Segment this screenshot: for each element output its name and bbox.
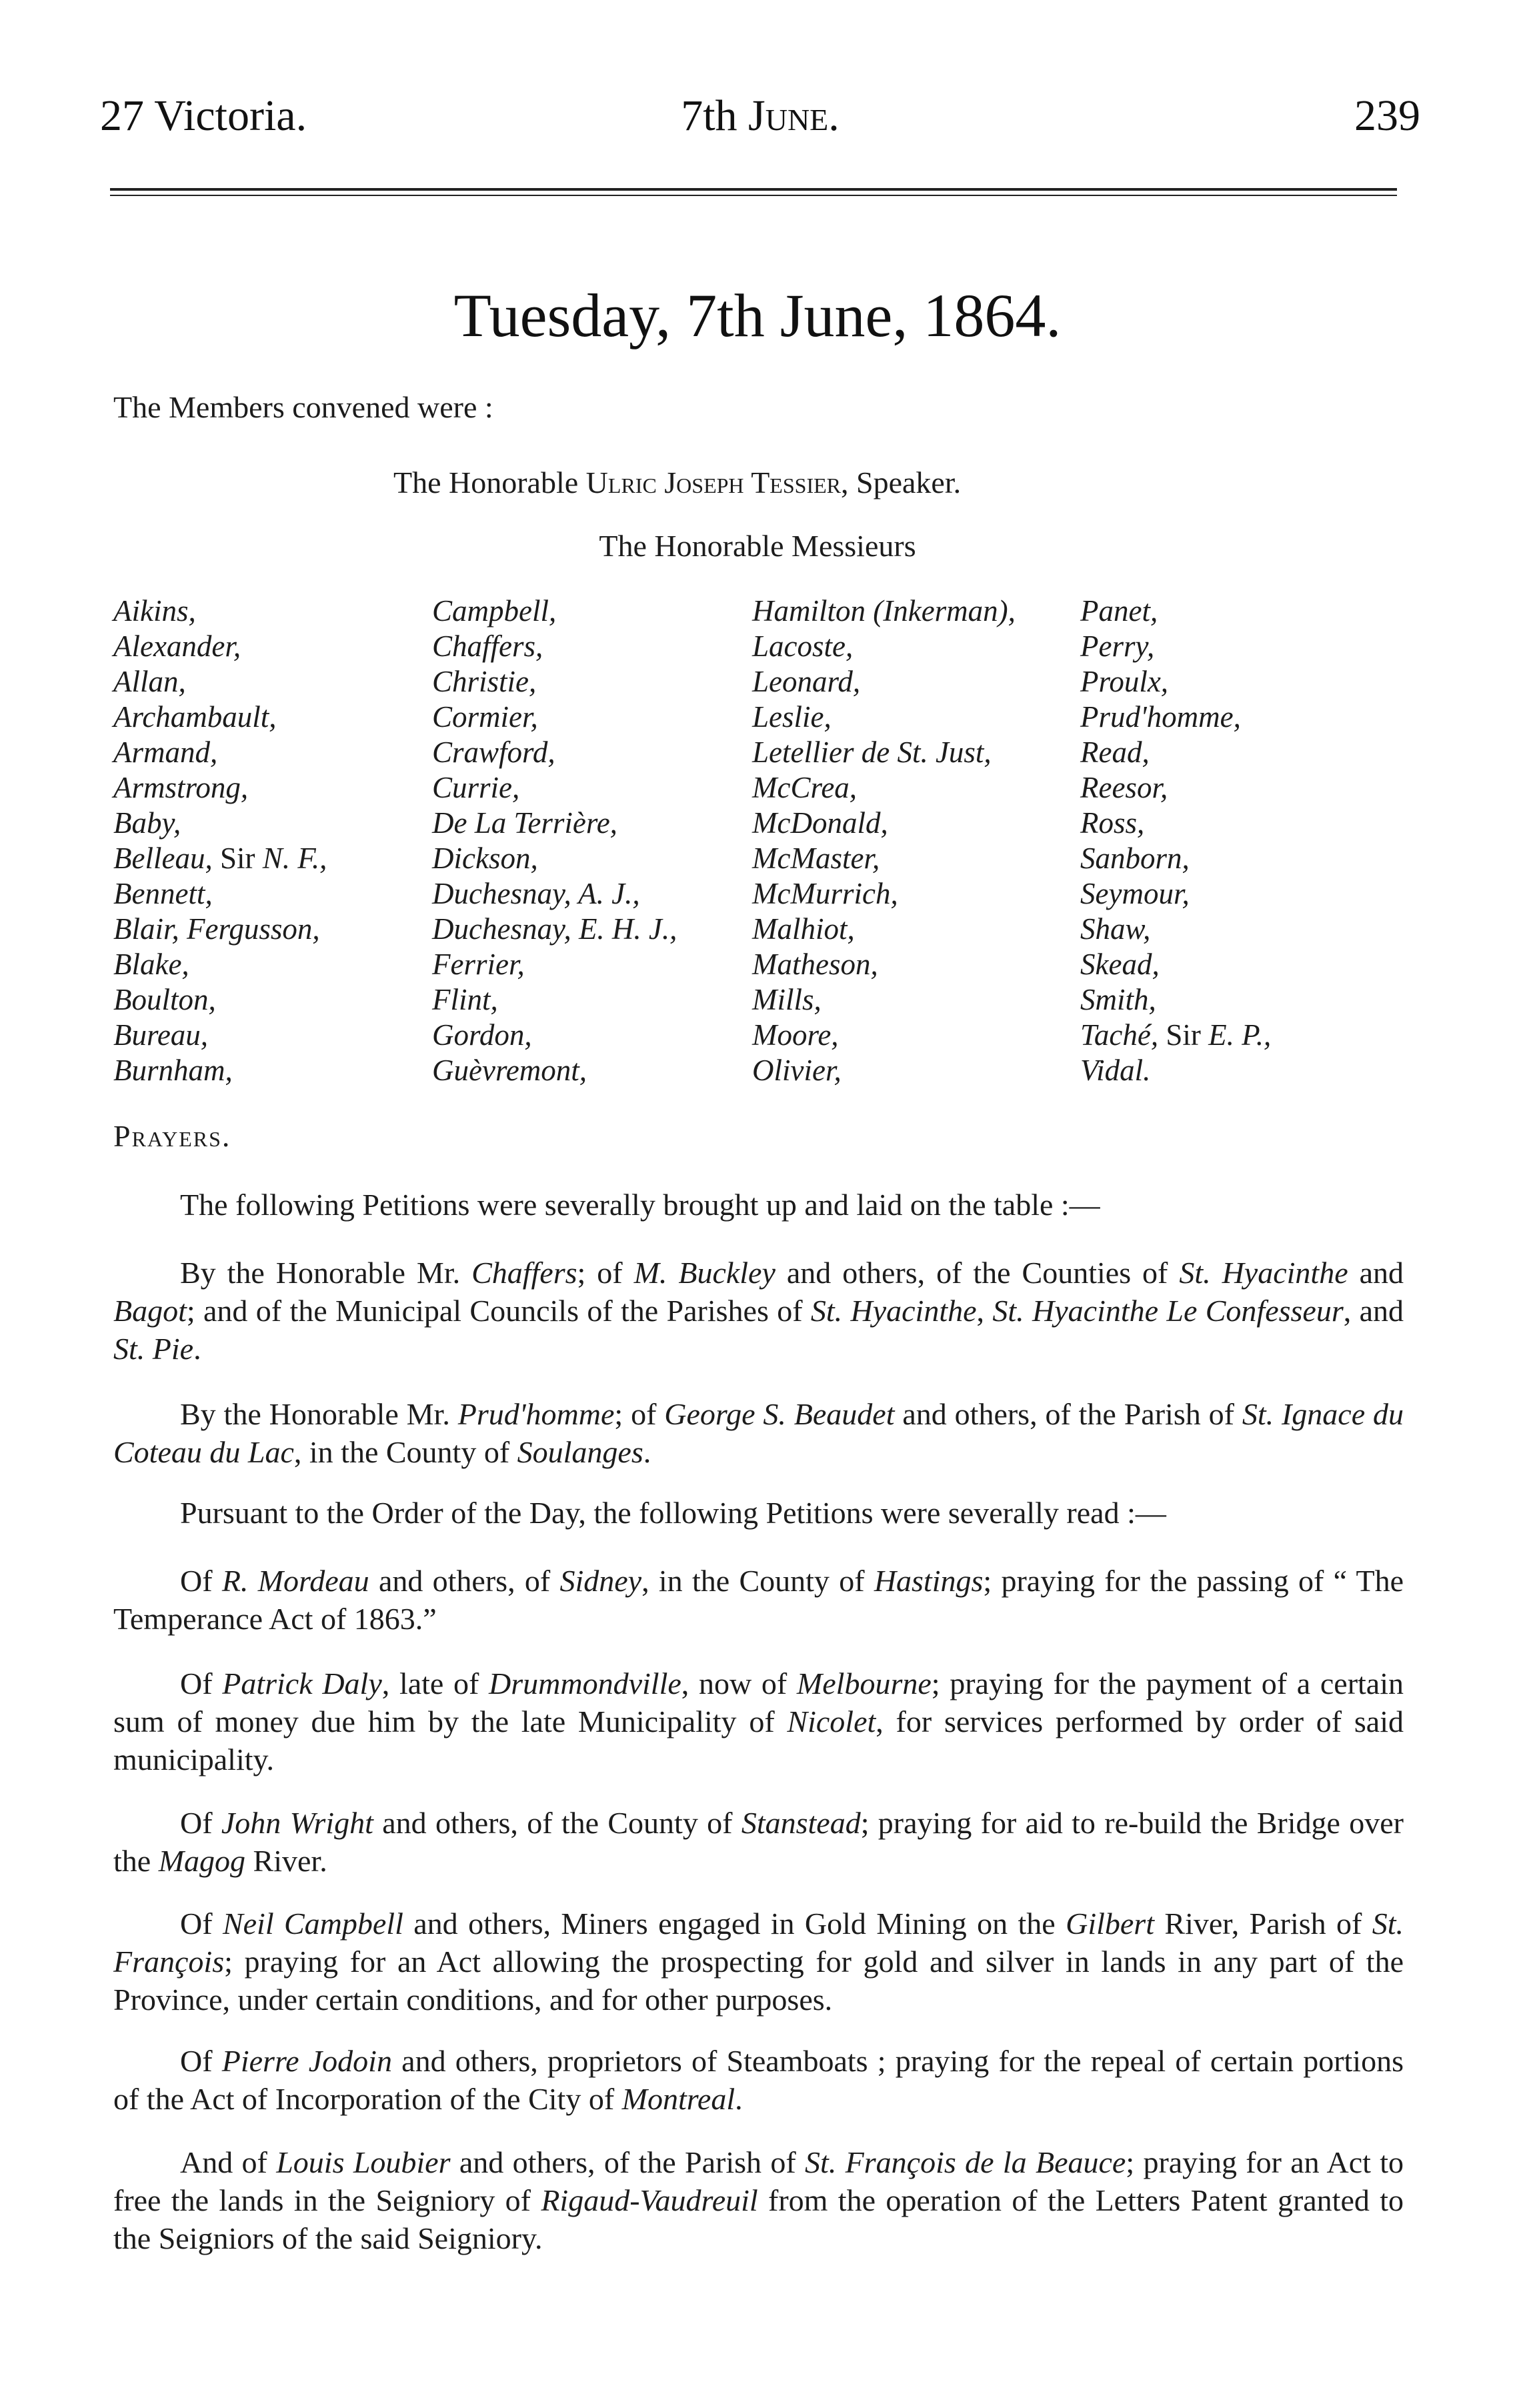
member-name: Panet, xyxy=(1080,594,1158,628)
italic-name: Patrick Daly xyxy=(222,1666,382,1700)
text-run: ; praying for aid to re-build the Bridge over the xyxy=(113,1806,1404,1878)
petition-prudhomme xyxy=(113,1395,1404,1471)
member-name: Seymour, xyxy=(1080,877,1190,910)
member-name: Cormier, xyxy=(432,700,538,734)
member-name: Hamilton (Inkerman), xyxy=(752,594,1016,628)
text-run: ; praying for an Act to free the lands in the Seigniory of xyxy=(113,2145,1404,2217)
member-name: McCrea, xyxy=(752,771,858,804)
text-run: By the Honorable Mr. xyxy=(180,1397,458,1431)
italic-name: John Wright xyxy=(221,1806,373,1840)
member-name: Allan, xyxy=(113,665,186,698)
member-name: Armand, xyxy=(113,736,218,769)
member-name: Bureau, xyxy=(113,1018,209,1052)
italic-name: Nicolet xyxy=(787,1704,876,1738)
member-name: Letellier de St. Just, xyxy=(752,736,992,769)
text-run: , and xyxy=(1343,1294,1404,1328)
member-name: Proulx, xyxy=(1080,665,1169,698)
italic-name: St. François xyxy=(113,1907,1404,1979)
text-run: And of xyxy=(180,2145,277,2179)
member-name: Olivier, xyxy=(752,1054,842,1087)
italic-name: Neil Campbell xyxy=(222,1907,403,1941)
text-run: and others, of the County of xyxy=(373,1806,741,1840)
member-name: Matheson, xyxy=(752,948,878,981)
speaker-name: Ulric Joseph Tessier xyxy=(585,465,841,499)
members-column-2 xyxy=(432,593,677,1088)
italic-name: M. Buckley xyxy=(633,1256,776,1290)
member-name: Currie, xyxy=(432,771,520,804)
member-name: Campbell, xyxy=(432,594,557,628)
header-date-day: 7th xyxy=(681,91,749,140)
italic-name: Pierre Jodoin xyxy=(221,2044,392,2078)
member-name: Armstrong, xyxy=(113,771,249,804)
text-run: ; praying for an Act allowing the prospecting for gold and silver in lands in any part of the Province, under certain conditions, and for other purposes. xyxy=(113,1945,1404,2017)
text-run: . xyxy=(735,2082,743,2116)
regnal-year: 27 Victoria. xyxy=(100,91,307,140)
text-run: , in the County of xyxy=(641,1564,874,1598)
italic-name: St. Hyacinthe xyxy=(1179,1256,1348,1290)
italic-name: Hastings xyxy=(874,1564,984,1598)
member-name: Archambault, xyxy=(113,700,277,734)
speaker-line xyxy=(393,463,961,502)
italic-name: Chaffers xyxy=(471,1256,577,1290)
text-run: , for services performed by order of said municipality. xyxy=(113,1704,1404,1776)
italic-name: Stanstead xyxy=(741,1806,861,1840)
members-column-4 xyxy=(1080,593,1271,1088)
member-name: Skead, xyxy=(1080,948,1160,981)
text-run: ; of xyxy=(614,1397,665,1431)
italic-name: Magog xyxy=(158,1844,246,1878)
speaker-suffix: , Speaker. xyxy=(841,465,962,499)
page-number: 239 xyxy=(1354,91,1420,140)
italic-name: Louis Loubier xyxy=(276,2145,451,2179)
text-run: , in the County of xyxy=(293,1435,517,1469)
member-name: Taché, Sir E. P., xyxy=(1080,1018,1272,1052)
text-run: from the operation of the Letters Patent granted to the Seigniors of the said Seigniory. xyxy=(113,2183,1404,2255)
member-name: De La Terrière, xyxy=(432,806,617,840)
text-run: and others, of the Counties of xyxy=(775,1256,1180,1290)
italic-name: Sidney xyxy=(559,1564,642,1598)
text-run: , late of xyxy=(381,1666,489,1700)
member-name: Crawford, xyxy=(432,736,555,769)
member-name: McDonald, xyxy=(752,806,888,840)
member-name: McMaster, xyxy=(752,842,880,875)
member-name: Duchesnay, A. J., xyxy=(432,877,640,910)
italic-name: Prud'homme xyxy=(457,1397,615,1431)
petition-mordeau xyxy=(113,1562,1404,1638)
text-run: ; and of the Municipal Councils of the Parishes of xyxy=(186,1294,811,1328)
header-date xyxy=(100,91,1420,141)
member-name: Aikins, xyxy=(113,594,196,628)
member-name: Dickson, xyxy=(432,842,538,875)
member-name: Blair, Fergusson, xyxy=(113,912,320,946)
text-run: and xyxy=(1348,1256,1404,1290)
members-column-3 xyxy=(752,593,1016,1088)
petition-campbell xyxy=(113,1905,1404,2019)
member-name: Reesor, xyxy=(1080,771,1168,804)
text-run: Of xyxy=(180,1806,221,1840)
italic-name: Rigaud-Vaudreuil xyxy=(541,2183,758,2217)
member-name: Prud'homme, xyxy=(1080,700,1241,734)
italic-name: George S. Beaudet xyxy=(664,1397,895,1431)
member-name: Leonard, xyxy=(752,665,861,698)
italic-name: Melbourne xyxy=(796,1666,932,1700)
italic-name: St. Hyacinthe xyxy=(810,1294,977,1328)
member-name: Ross, xyxy=(1080,806,1145,840)
italic-name: St. Pie xyxy=(113,1332,194,1366)
text-run: River, Parish of xyxy=(1154,1907,1372,1941)
member-name: Guèvremont, xyxy=(432,1054,587,1087)
member-name: Boulton, xyxy=(113,983,216,1016)
member-name: Moore, xyxy=(752,1018,839,1052)
member-name: Gordon, xyxy=(432,1018,532,1052)
petition-jodoin xyxy=(113,2042,1404,2118)
member-name: Alexander, xyxy=(113,630,241,663)
member-name: Lacoste, xyxy=(752,630,854,663)
text-run: Of xyxy=(180,1666,223,1700)
members-convened-line: The Members convened were : xyxy=(113,390,493,424)
member-name: Read, xyxy=(1080,736,1150,769)
petition-wright xyxy=(113,1804,1404,1880)
member-name: Smith, xyxy=(1080,983,1156,1016)
prayers-heading: Prayers. xyxy=(113,1119,231,1153)
petitions-intro xyxy=(113,1186,1404,1224)
italic-name: Drummondville xyxy=(489,1666,681,1700)
text-run: Of xyxy=(180,2044,222,2078)
member-name: Perry, xyxy=(1080,630,1155,663)
text-run: and others, of xyxy=(369,1564,560,1598)
member-name: Burnham, xyxy=(113,1054,233,1087)
italic-name: St. Ignace du Coteau du Lac xyxy=(113,1397,1404,1469)
text-run: Of xyxy=(180,1564,222,1598)
text-run: and others, of the Parish of xyxy=(894,1397,1242,1431)
speaker-prefix: The Honorable xyxy=(393,465,586,499)
italic-name: St. Hyacinthe Le Confesseur xyxy=(992,1294,1344,1328)
text-run: By the Honorable Mr. xyxy=(180,1256,472,1290)
petition-daly xyxy=(113,1664,1404,1778)
member-name: Mills, xyxy=(752,983,822,1016)
member-name: Belleau, Sir N. F., xyxy=(113,842,327,875)
text-run: and others, of the Parish of xyxy=(450,2145,806,2179)
header-rule-thin xyxy=(110,195,1397,196)
text-run: , xyxy=(976,1294,993,1328)
member-name: Christie, xyxy=(432,665,537,698)
petitions-intro-text: The following Petitions were severally brought up and laid on the table :— xyxy=(180,1188,1100,1222)
member-name: Baby, xyxy=(113,806,181,840)
text-run: ; of xyxy=(577,1256,634,1290)
text-run: and others, Miners engaged in Gold Mining on the xyxy=(403,1907,1066,1941)
text-run: and others, proprietors of Steamboats ; praying for the repeal of certain portions of the Act of Incorporation of the City of xyxy=(113,2044,1404,2116)
petition-loubier xyxy=(113,2143,1404,2257)
text-run: . xyxy=(193,1332,201,1366)
read-intro xyxy=(113,1494,1404,1532)
member-name: Chaffers, xyxy=(432,630,543,663)
text-run: ; praying for the passing of “ The Temperance Act of 1863.” xyxy=(113,1564,1404,1636)
text-run: . xyxy=(643,1435,651,1469)
member-name: Ferrier, xyxy=(432,948,525,981)
member-name: Shaw, xyxy=(1080,912,1151,946)
member-name: Sanborn, xyxy=(1080,842,1190,875)
italic-name: R. Mordeau xyxy=(221,1564,369,1598)
italic-name: St. François de la Beauce xyxy=(805,2145,1126,2179)
italic-name: Bagot xyxy=(113,1294,187,1328)
text-run: River. xyxy=(245,1844,327,1878)
member-name: Bennett, xyxy=(113,877,213,910)
member-name: Leslie, xyxy=(752,700,832,734)
sitting-date-heading: Tuesday, 7th June, 1864. xyxy=(453,281,1062,349)
members-column-1 xyxy=(113,593,327,1088)
member-name: Duchesnay, E. H. J., xyxy=(432,912,677,946)
messieurs-heading: The Honorable Messieurs xyxy=(599,529,916,563)
member-name: Malhiot, xyxy=(752,912,855,946)
member-name: Vidal. xyxy=(1080,1054,1151,1087)
read-intro-text: Pursuant to the Order of the Day, the following Petitions were severally read :— xyxy=(180,1496,1166,1530)
member-name: Blake, xyxy=(113,948,189,981)
text-run: Of xyxy=(180,1907,223,1941)
running-head xyxy=(100,79,1420,152)
italic-name: Gilbert xyxy=(1066,1907,1154,1941)
italic-name: Soulanges xyxy=(517,1435,643,1469)
member-name: Flint, xyxy=(432,983,498,1016)
header-date-month: June. xyxy=(748,91,840,140)
text-run: ; praying for the payment of a certain sum of money due him by the late Municipality of xyxy=(113,1666,1404,1738)
italic-name: Montreal xyxy=(621,2082,735,2116)
text-run: , now of xyxy=(681,1666,797,1700)
members-list xyxy=(113,593,1414,1100)
member-name: McMurrich, xyxy=(752,877,898,910)
header-rule-thick xyxy=(110,188,1397,191)
petition-chaffers xyxy=(113,1254,1404,1368)
